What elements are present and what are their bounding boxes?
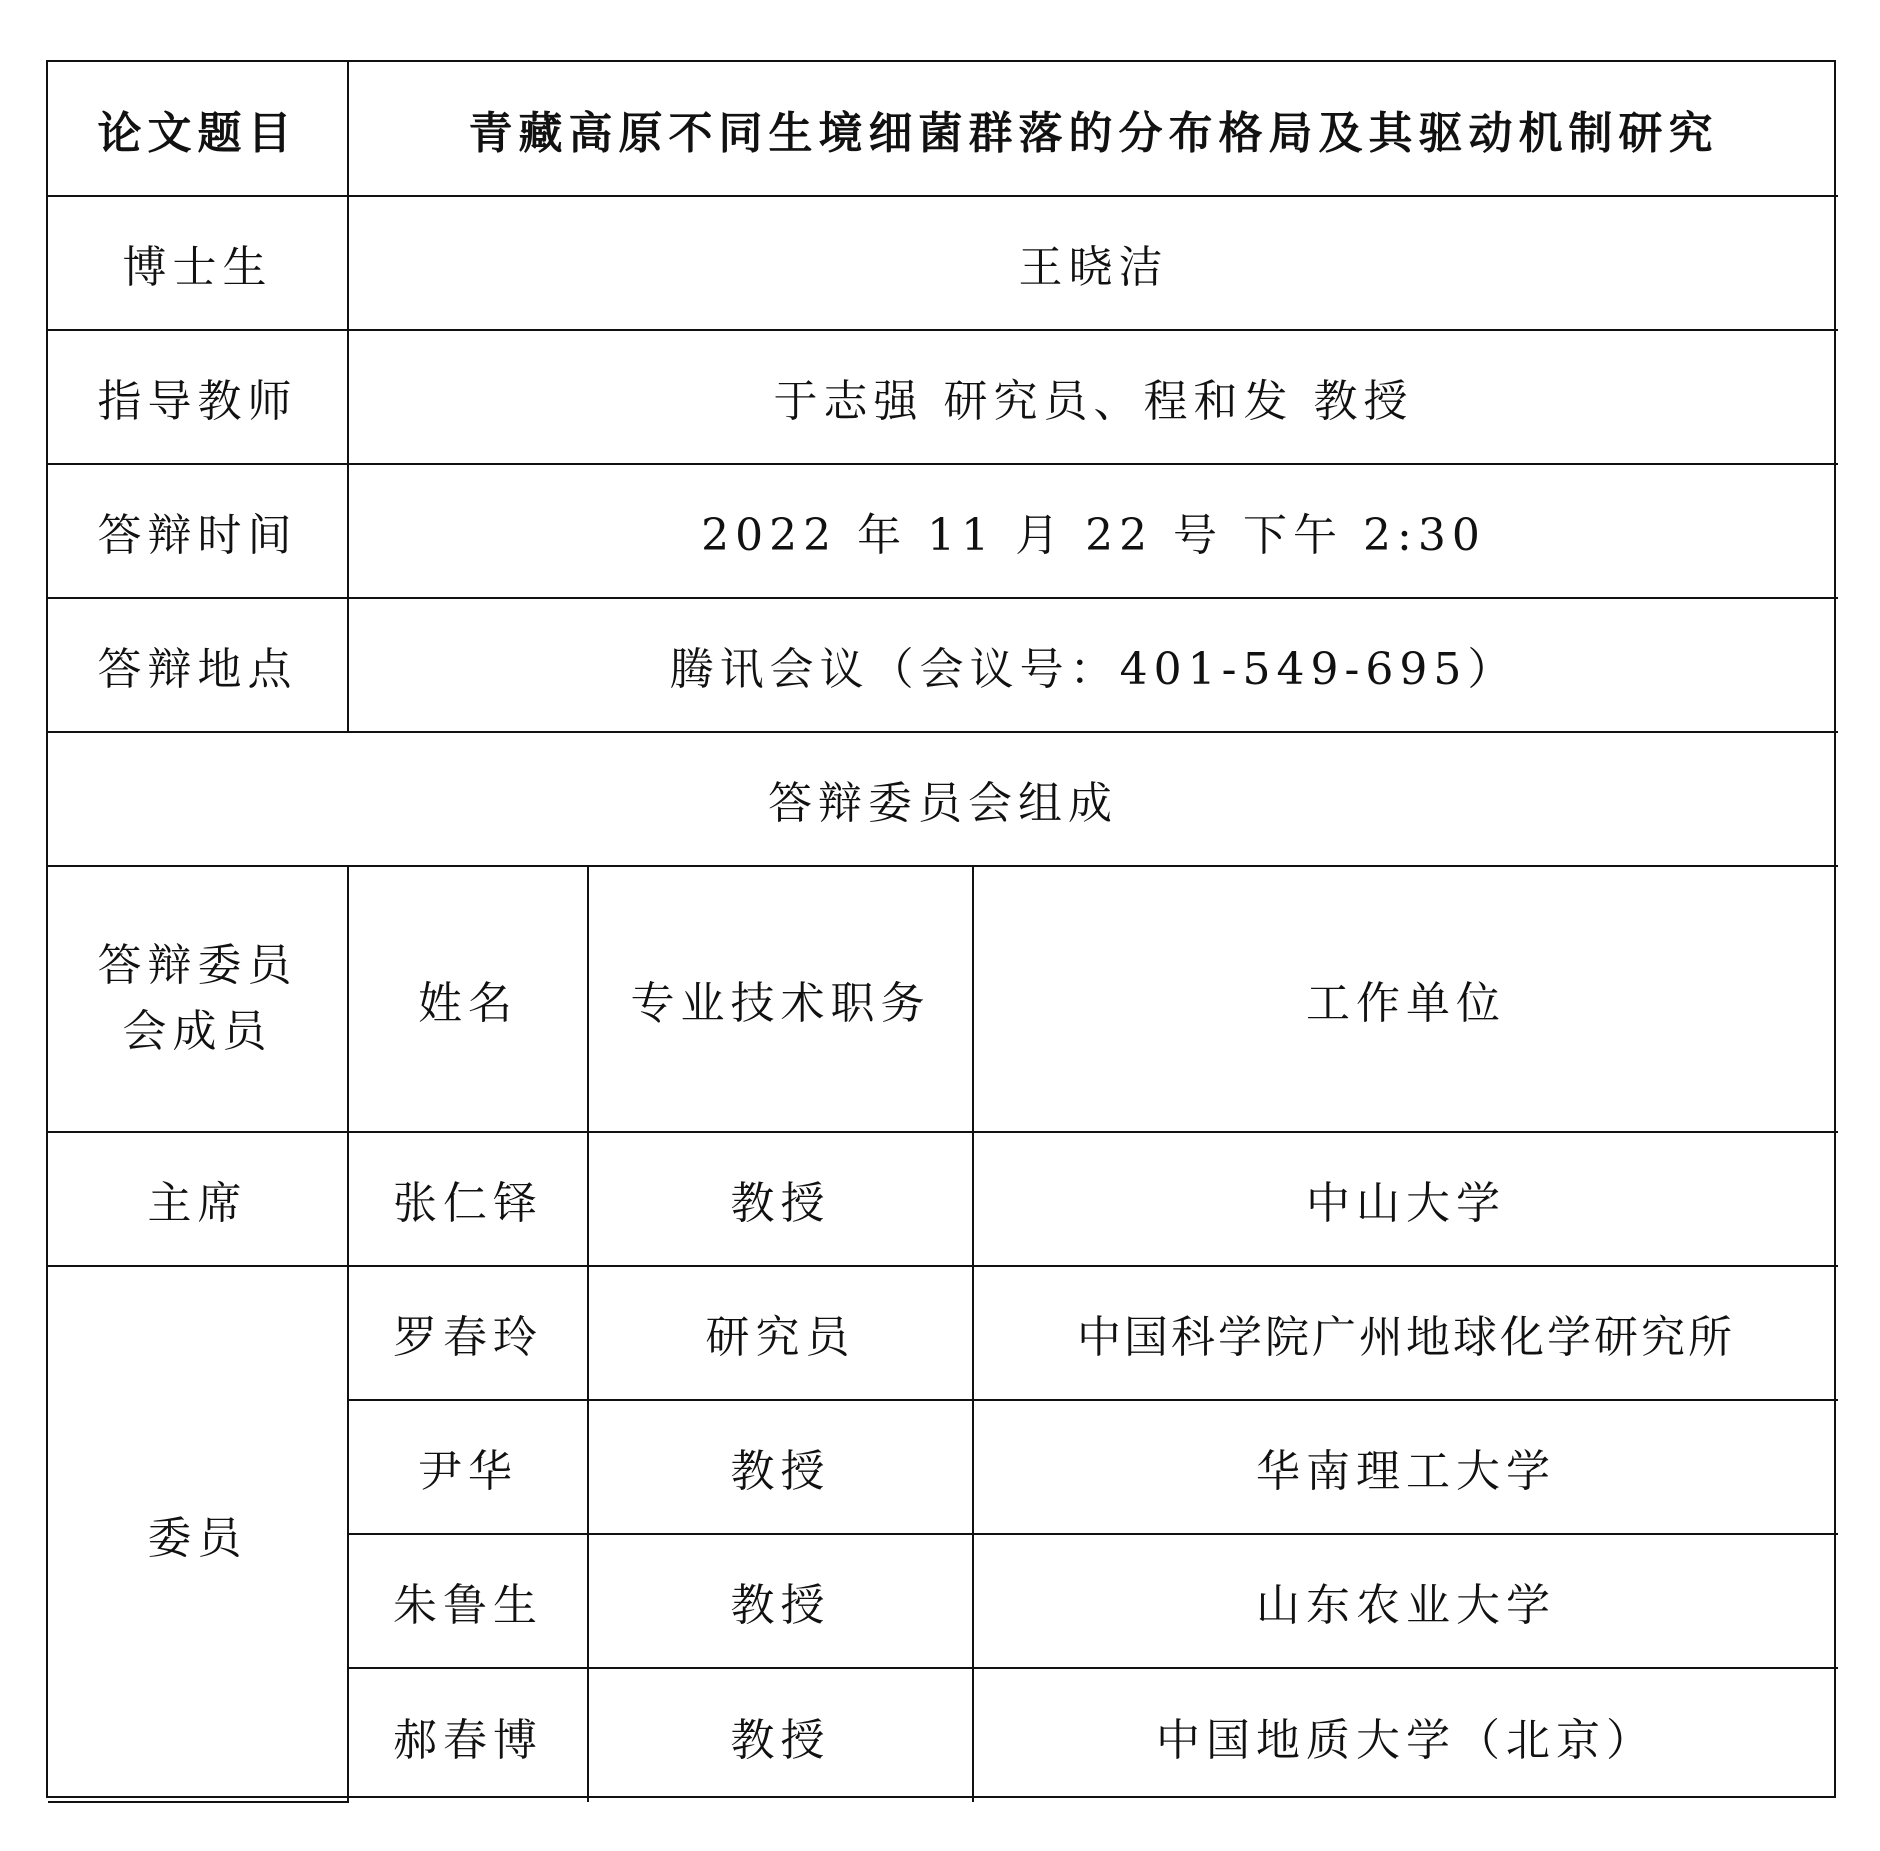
member-name: 郝春博 <box>348 1668 588 1802</box>
row-committee-headers <box>48 866 1838 1132</box>
thesis-title-label: 论文题目 <box>48 62 348 196</box>
member-title: 教授 <box>588 1668 973 1802</box>
committee-heading: 答辩委员会组成 <box>48 732 1838 866</box>
chair-role: 主席 <box>48 1132 348 1266</box>
member-role: 委员 <box>48 1266 348 1802</box>
defense-info-table <box>46 60 1836 1798</box>
time-label: 答辩时间 <box>48 464 348 598</box>
row-time <box>48 464 1838 598</box>
advisor-value: 于志强 研究员、程和发 教授 <box>348 330 1838 464</box>
student-value: 王晓洁 <box>348 196 1838 330</box>
header-role <box>48 866 348 1132</box>
member-title: 教授 <box>588 1132 973 1266</box>
table-row <box>48 1132 1838 1266</box>
member-name: 张仁铎 <box>348 1132 588 1266</box>
header-name: 姓名 <box>348 866 588 1132</box>
header-role-line1: 答辩委员 <box>97 940 298 991</box>
place-label: 答辩地点 <box>48 598 348 732</box>
member-org: 中山大学 <box>973 1132 1838 1266</box>
member-title: 教授 <box>588 1534 973 1668</box>
student-label: 博士生 <box>48 196 348 330</box>
row-place <box>48 598 1838 732</box>
advisor-label: 指导教师 <box>48 330 348 464</box>
member-title: 教授 <box>588 1400 973 1534</box>
table-row <box>48 1266 1838 1400</box>
member-name: 罗春玲 <box>348 1266 588 1400</box>
thesis-title-value: 青藏高原不同生境细菌群落的分布格局及其驱动机制研究 <box>348 62 1838 196</box>
time-value: 2022 年 11 月 22 号 下午 2:30 <box>348 464 1838 598</box>
member-name: 尹华 <box>348 1400 588 1534</box>
row-committee-heading <box>48 732 1838 866</box>
member-org: 山东农业大学 <box>973 1534 1838 1668</box>
row-advisor <box>48 330 1838 464</box>
member-org: 华南理工大学 <box>973 1400 1838 1534</box>
member-name: 朱鲁生 <box>348 1534 588 1668</box>
row-student <box>48 196 1838 330</box>
member-org: 中国地质大学（北京） <box>973 1668 1838 1802</box>
header-role-line2: 会成员 <box>122 1006 273 1057</box>
header-title: 专业技术职务 <box>588 866 973 1132</box>
row-thesis-title <box>48 62 1838 196</box>
member-title: 研究员 <box>588 1266 973 1400</box>
member-org: 中国科学院广州地球化学研究所 <box>973 1266 1838 1400</box>
header-org: 工作单位 <box>973 866 1838 1132</box>
place-value: 腾讯会议（会议号：401-549-695） <box>348 598 1838 732</box>
